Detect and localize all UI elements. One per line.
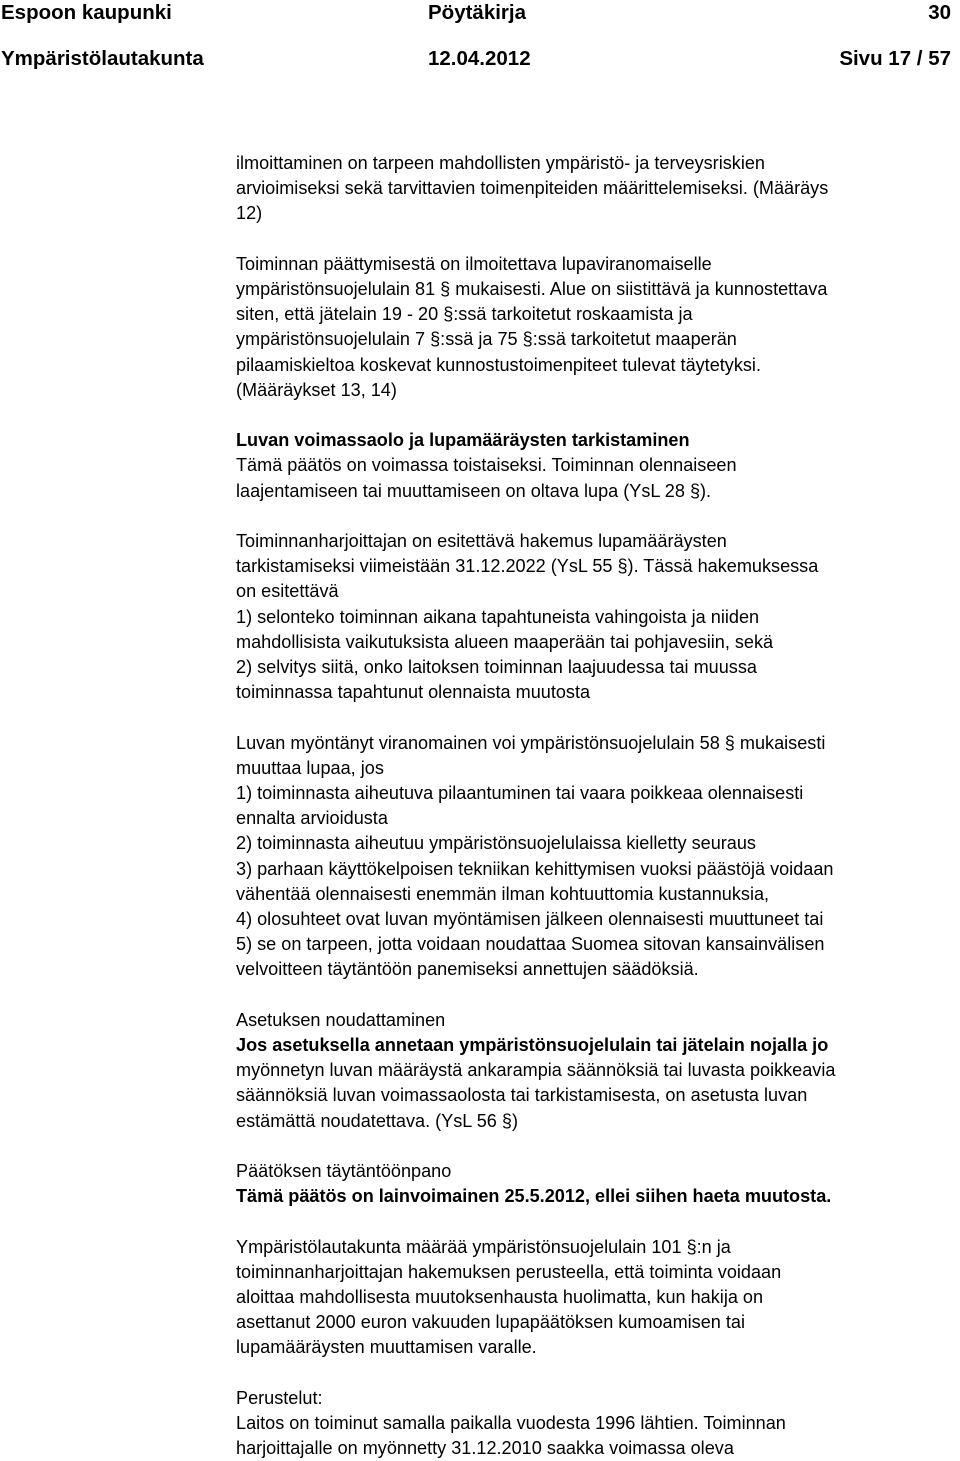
text-line: 1) toiminnasta aiheutuva pilaantuminen tai vaara poikkeaa olennaisesti [236,783,804,804]
text-line: toiminnanharjoittajan hakemuksen perusteella, että toiminta voidaan [236,1261,782,1282]
section-heading: Tämä päätös on lainvoimainen 25.5.2012, ellei siihen haeta muutosta. [236,1186,832,1207]
text-line: lupamääräysten muuttamisen varalle. [236,1337,537,1358]
text-line: laajentamiseen tai muuttamiseen on oltava lupa (YsL 28 §). [236,480,712,501]
text-line: tarkistamiseksi viimeistään 31.12.2022 (YsL 55 §). Tässä hakemuksessa [236,556,819,577]
paragraph-gap [236,1361,960,1386]
text-line: ympäristönsuojelulain 81 § mukaisesti. Alue on siistittävä ja kunnostettava [236,279,828,299]
doc-type: Pöytäkirja [428,1,526,24]
text-line: ilmoittaminen on tarpeen mahdollisten ympäristö- ja terveysriskien [236,153,765,173]
section-heading: Luvan voimassaolo ja lupamääräysten tarkistaminen [236,430,690,451]
text-line: Asetuksen noudattaminen [236,1009,446,1030]
text-line: harjoittajalle on myönnetty 31.12.2010 saakka voimassa oleva [236,1438,734,1459]
text-line: mahdollisista vaikutuksista alueen maaperään tai pohjavesiin, sekä [236,631,774,652]
page-number: Sivu 17 / 57 [839,47,951,70]
text-line: ympäristönsuojelulain 7 §:ssä ja 75 §:ssä tarkoitetut maaperän [236,329,737,350]
paragraph-gap [236,403,960,428]
paragraph-gap [236,504,960,529]
text-line: Toiminnanharjoittajan on esitettävä hakemus lupamääräysten [236,531,727,551]
text-line: Päätöksen täytäntöönpano [236,1161,452,1182]
text-line: 2) selvitys siitä, onko laitoksen toiminnan laajuudessa tai muussa [236,657,757,678]
text-line: on esitettävä [236,581,339,602]
text-line: Ympäristölautakunta määrää ympäristönsuojelulain 101 §:n ja [236,1236,731,1257]
doc-number: 30 [928,1,951,24]
section-heading: Jos asetuksella annetaan ympäristönsuojelulain tai jätelain nojalla jo [236,1035,829,1056]
text-line: Laitos on toiminut samalla paikalla vuodesta 1996 lähtien. Toiminnan [236,1413,786,1434]
text-line: pilaamiskieltoa koskevat kunnostustoimenpiteet tulevat täytetyksi. [236,354,761,375]
board-name: Ympäristölautakunta [1,47,204,70]
text-line: muuttaa lupaa, jos [236,757,384,778]
text-line: vähentää olennaisesti enemmän ilman kohtuuttomia kustannuksia, [236,883,770,904]
paragraph-gap [236,1134,960,1159]
paragraph-gap [236,983,960,1008]
text-line: Toiminnan päättymisestä on ilmoitettava lupaviranomaiselle [236,253,712,274]
text-line: estämättä noudatettava. (YsL 56 §) [236,1110,518,1131]
text-line: Tämä päätös on voimassa toistaiseksi. Toiminnan olennaiseen [236,455,737,476]
text-line: 3) parhaan käyttökelpoisen tekniikan kehittymisen vuoksi päästöjä voidaan [236,858,834,879]
text-line: velvoitteen täytäntöön panemiseksi annettujen säädöksiä. [236,959,699,980]
text-line: (Määräykset 13, 14) [236,379,397,400]
text-line: toiminnassa tapahtunut olennaista muutosta [236,682,591,703]
text-line: 1) selonteko toiminnan aikana tapahtuneista vahingoista ja niiden [236,606,760,627]
text-line: myönnetyn luvan määräystä ankarampia säännöksiä tai luvasta poikkeavia [236,1060,836,1081]
org-name: Espoon kaupunki [1,1,172,24]
text-line: Luvan myöntänyt viranomainen voi ympäristönsuojelulain 58 § mukaisesti [236,732,826,753]
text-line: 5) se on tarpeen, jotta voidaan noudattaa Suomea sitovan kansainvälisen [236,934,825,955]
text-line: 4) olosuhteet ovat luvan myöntämisen jälkeen olennaisesti muuttuneet tai [236,909,824,930]
meeting-date: 12.04.2012 [428,47,531,70]
text-line: ennalta arvioidusta [236,808,388,829]
text-line: arvioimiseksi sekä tarvittavien toimenpiteiden määrittelemiseksi. (Määräys [236,178,829,199]
paragraph-gap [236,227,960,252]
text-line: aloittaa mahdollisesta muutoksenhausta huolimatta, kun hakija on [236,1287,764,1308]
text-line: säännöksiä luvan voimassaolosta tai tarkistamisesta, on asetusta luvan [236,1085,808,1106]
text-line: siten, että jätelain 19 - 20 §:ssä tarkoitetut roskaamista ja [236,304,693,325]
paragraph-gap [236,1209,960,1234]
paragraph-gap [236,705,960,730]
text-line: 12) [236,203,263,224]
text-line: asettanut 2000 euron vakuuden lupapäätöksen kumoamisen tai [236,1312,745,1333]
text-line: Perustelut: [236,1387,323,1408]
document-body [236,151,960,1461]
text-line: 2) toiminnasta aiheutuu ympäristönsuojelulaissa kielletty seuraus [236,833,756,854]
